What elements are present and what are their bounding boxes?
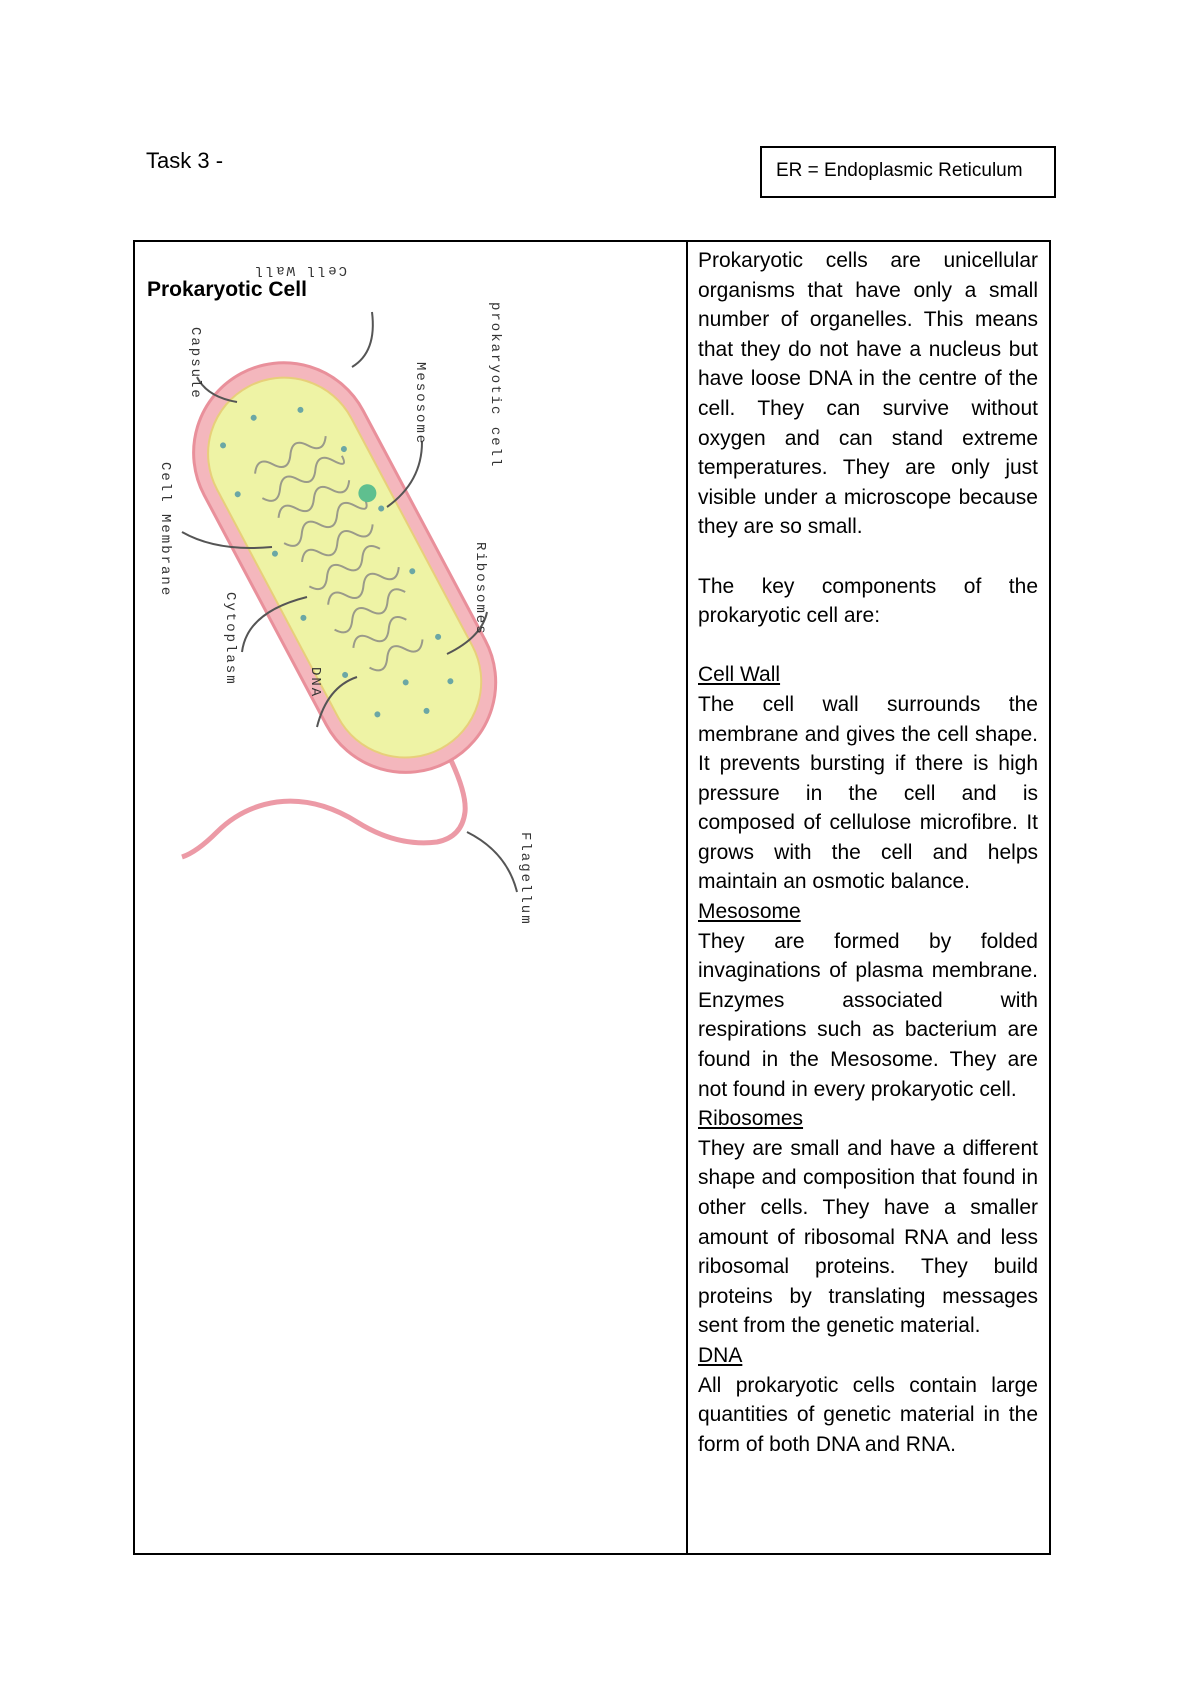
section-heading-dna: DNA	[698, 1343, 743, 1367]
label-mesosome: Mesosome	[412, 362, 428, 446]
section-body-dna: All prokaryotic cells contain large quantities of genetic material in the form of both DNA and RNA.	[698, 1373, 1038, 1456]
task-title: Task 3 -	[146, 148, 224, 173]
section-body-cell-wall: The cell wall surrounds the membrane and gives the cell shape. It prevents bursting if there is high pressure in the cell and is composed of cellulose microfibre. It grows with the cell and helps maintain an osmotic balance.	[698, 692, 1038, 894]
label-cell-wall: Cell Wall	[253, 262, 347, 278]
label-flagellum: Flagellum	[517, 832, 533, 926]
section-body-mesosome: They are formed by folded invaginations of plasma membrane. Enzymes associated with respirations such as bacterium are found in the Mesosome. They are not found in every prokaryotic cell.	[698, 929, 1038, 1101]
diagram-cell	[135, 242, 686, 1553]
description-cell	[698, 246, 1038, 1459]
column-divider	[686, 242, 688, 1553]
label-cell-membrane: Cell Membrane	[157, 462, 173, 598]
label-ribosomes: Ribosomes	[472, 542, 488, 636]
label-cytoplasm: Cytoplasm	[222, 592, 238, 686]
section-heading-cell-wall: Cell Wall	[698, 663, 781, 687]
section-heading-mesosome: Mesosome	[698, 900, 801, 924]
er-note-box: ER = Endoplasmic Reticulum	[760, 146, 1056, 198]
label-dna: DNA	[307, 667, 323, 699]
prokaryotic-cell-diagram	[147, 262, 677, 1192]
section-heading-ribosomes: Ribosomes	[698, 1107, 804, 1131]
label-capsule: Capsule	[187, 327, 203, 400]
diagram-title: Prokaryotic Cell	[147, 278, 307, 301]
label-prokaryotic-cell: prokaryotic cell	[487, 302, 503, 469]
intro-paragraph: Prokaryotic cells are unicellular organisms that have only a small number of organelles. This means that they do not have a nucleus but have loose DNA in the centre of the cell. They can survive without oxygen and can stand extreme temperatures. They are only just visible under a microscope because they are so small.	[698, 249, 1038, 539]
content-table	[133, 240, 1051, 1555]
section-body-ribosomes: They are small and have a different shape and composition that found in other cells. They have a smaller amount of ribosomal RNA and less ribosomal proteins. They build proteins by translating messages sent from the genetic material.	[698, 1136, 1038, 1338]
key-components-paragraph: The key components of the prokaryotic cell are:	[698, 574, 1038, 628]
